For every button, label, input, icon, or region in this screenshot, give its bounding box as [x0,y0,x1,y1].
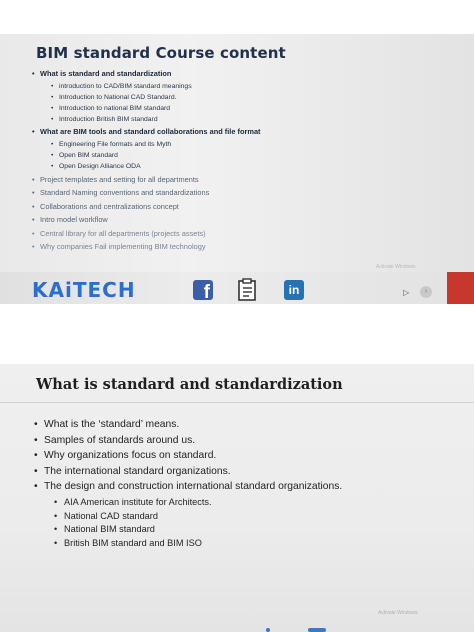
list-item: • The design and construction international standard organizations. [34,482,454,498]
list-item: • Standard Naming conventions and standardizations [32,189,432,203]
next-slide-button[interactable]: › [420,286,432,298]
list-item: • Introduction British BIM standard [32,117,432,128]
list-item: • AIA American institute for Architects. [34,498,454,512]
slide-1-title: BIM standard Course content [36,44,286,62]
list-item: • National CAD standard [34,512,454,526]
slide-progress-marker [266,628,270,632]
slide-2-bullet-list [34,420,454,552]
list-item: • Open BIM standard [32,153,432,164]
linkedin-icon[interactable]: in [284,280,304,300]
list-item: • Introduction to National CAD Standard. [32,95,432,106]
list-item: • What are BIM tools and standard collaborations and file format [32,128,432,142]
cursor-icon: ▷ [403,288,410,297]
list-item: • introduction to CAD/BIM standard meanings [32,84,432,95]
list-item: • Project templates and setting for all departments [32,176,432,190]
slide-1-bullet-list [32,70,432,257]
list-item: • What is the ‘standard’ means. [34,420,454,436]
slide-1 [0,34,474,304]
document-icon[interactable] [237,278,257,302]
list-item: • Open Design Alliance ODA [32,164,432,175]
accent-bar [447,272,474,304]
list-item: • Introduction to national BIM standard [32,106,432,117]
list-item: • Central library for all departments (projects assets) [32,230,432,244]
activate-windows-watermark: Activate Windows [378,610,418,616]
list-item: • Why organizations focus on standard. [34,451,454,467]
slide-2-title: What is standard and standardization [36,376,343,393]
list-item: • British BIM standard and BIM ISO [34,539,454,553]
list-item: • The international standard organizations. [34,467,454,483]
slide-progress-marker [308,628,326,632]
list-item: • Collaborations and centralizations concept [32,203,432,217]
activate-windows-watermark: Activate Windows [376,264,416,270]
list-item: • Why companies Fail implementing BIM technology [32,243,432,257]
kaitech-logo: KAiTECH [32,278,136,302]
facebook-icon[interactable]: f [193,280,213,300]
list-item: • National BIM standard [34,525,454,539]
list-item: • Engineering File formats and its Myth [32,142,432,153]
list-item: • What is standard and standardization [32,70,432,84]
list-item: • Intro model workflow [32,216,432,230]
title-divider [0,402,474,403]
slide-1-footer [0,272,474,304]
slide-2 [0,364,474,632]
list-item: • Samples of standards around us. [34,436,454,452]
